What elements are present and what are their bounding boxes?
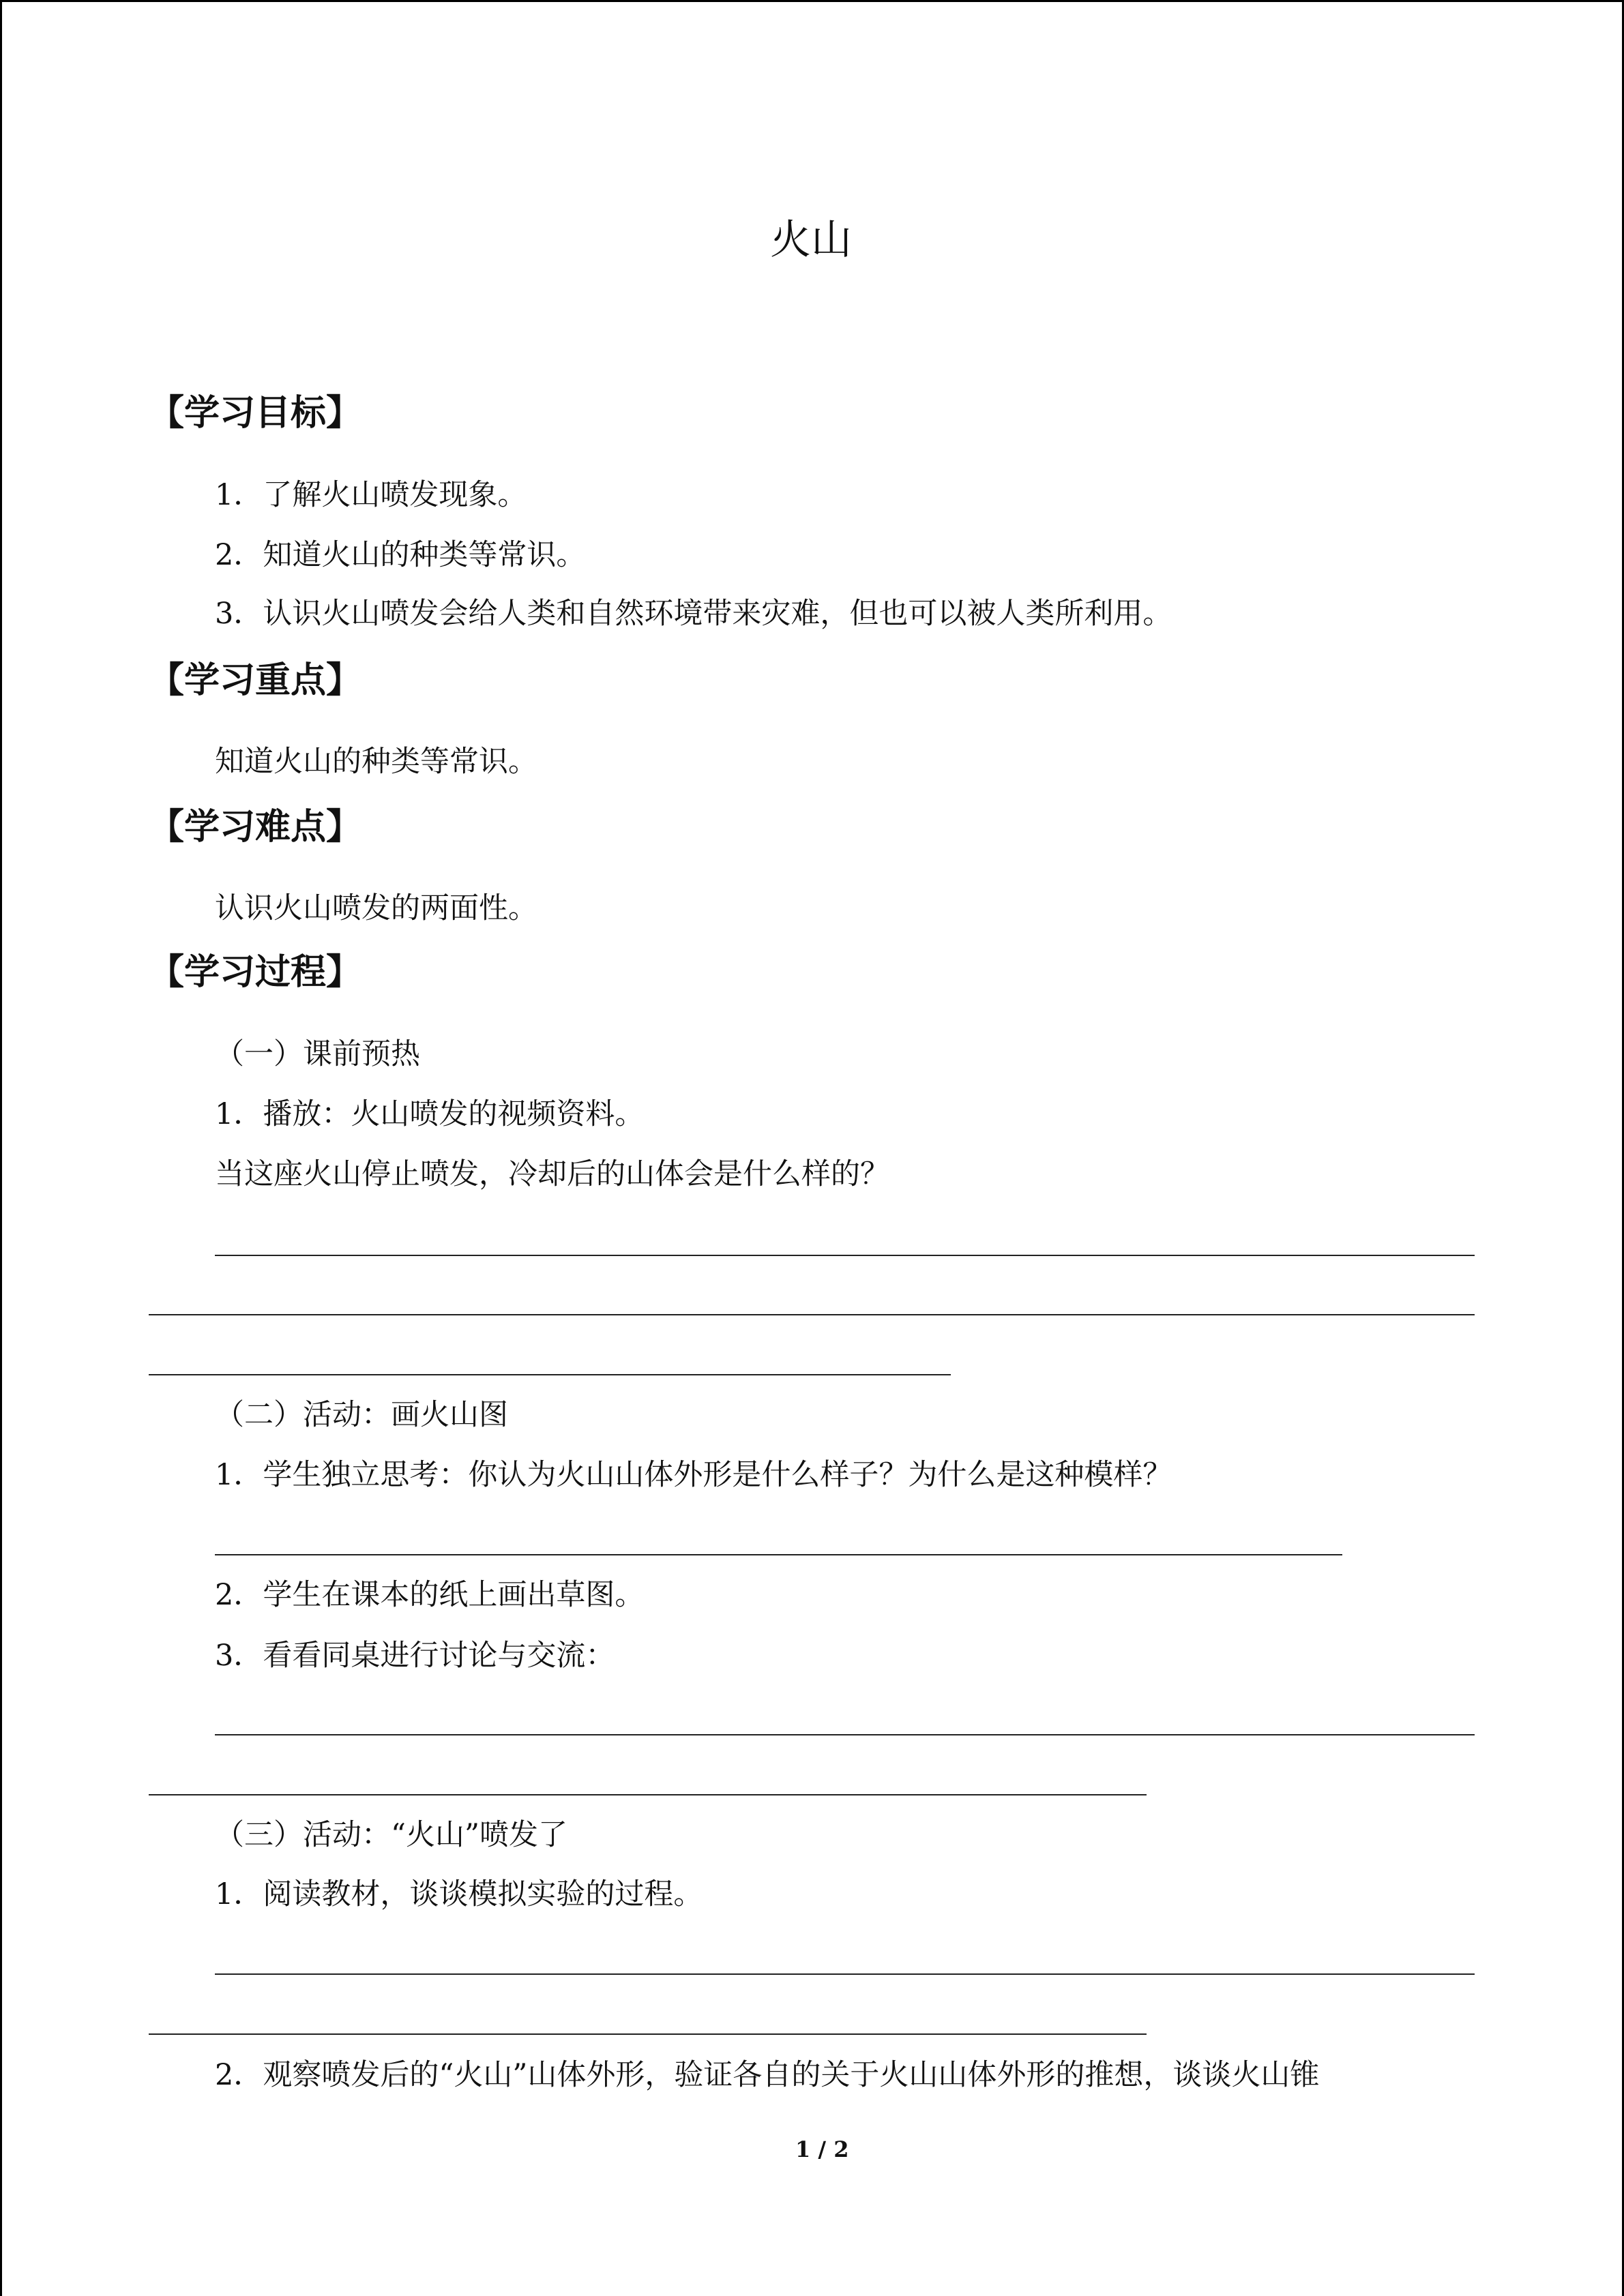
part3-item-2: 2．观察喷发后的“火山”山体外形，验证各自的关于火山山体外形的推想，谈谈火山锥: [215, 2058, 1320, 2092]
answer-line[interactable]: [149, 1314, 1475, 1315]
goal-item-1: 1．了解火山喷发现象。: [215, 478, 527, 512]
part3-title: （三）活动：“火山”喷发了: [215, 1818, 567, 1852]
answer-line[interactable]: [215, 1973, 1475, 1975]
part3-item-1: 1．阅读教材，谈谈模拟实验的过程。: [215, 1877, 703, 1911]
page-title: 火山: [770, 216, 852, 264]
answer-line[interactable]: [149, 2033, 1147, 2035]
heading-learning-goals: 【学习目标】: [149, 393, 362, 434]
heading-learning-process: 【学习过程】: [149, 952, 362, 993]
part2-item-1: 1．学生独立思考：你认为火山山体外形是什么样子？为什么是这种模样？: [215, 1458, 1172, 1492]
part1-item-1: 1．播放：火山喷发的视频资料。: [215, 1097, 645, 1131]
focus-text: 知道火山的种类等常识。: [215, 745, 537, 779]
difficulty-text: 认识火山喷发的两面性。: [215, 891, 537, 925]
heading-learning-focus: 【学习重点】: [149, 660, 362, 701]
part1-question: 当这座火山停止喷发，冷却后的山体会是什么样的？: [215, 1157, 889, 1191]
part2-title: （二）活动：画火山图: [215, 1398, 508, 1432]
answer-line[interactable]: [215, 1554, 1342, 1555]
page-number: 1 / 2: [795, 2136, 849, 2162]
goal-item-3: 3．认识火山喷发会给人类和自然环境带来灾难，但也可以被人类所利用。: [215, 597, 1172, 631]
part2-item-2: 2．学生在课本的纸上画出草图。: [215, 1578, 645, 1612]
part2-item-3: 3．看看同桌进行讨论与交流：: [215, 1639, 615, 1673]
heading-learning-difficulty: 【学习难点】: [149, 807, 362, 848]
answer-line[interactable]: [215, 1734, 1475, 1735]
answer-line[interactable]: [215, 1255, 1475, 1256]
answer-line[interactable]: [149, 1374, 951, 1375]
part1-title: （一）课前预热: [215, 1037, 420, 1071]
answer-line[interactable]: [149, 1794, 1147, 1795]
goal-item-2: 2．知道火山的种类等常识。: [215, 538, 586, 572]
